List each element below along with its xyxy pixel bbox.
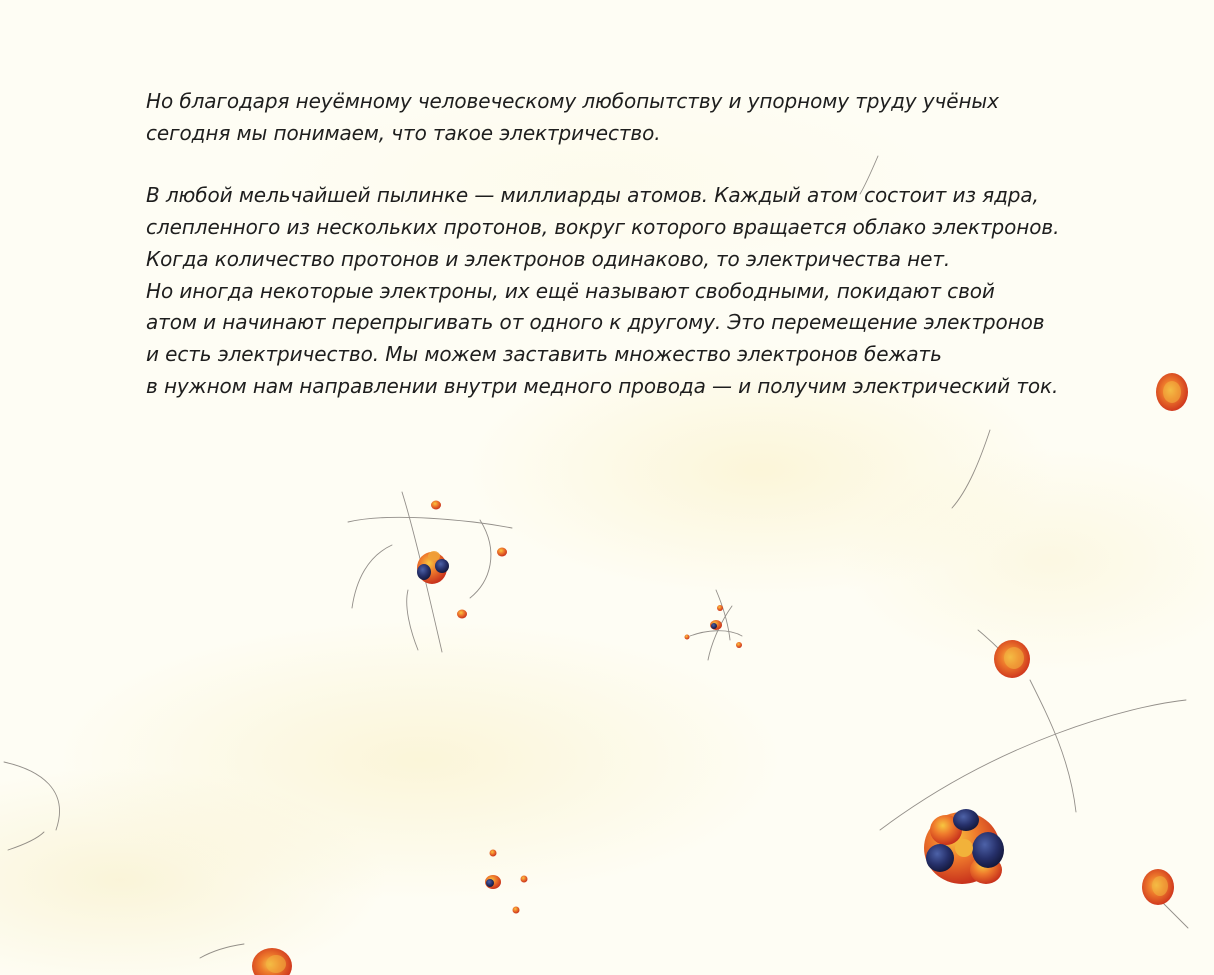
- text-block: [146, 86, 1146, 402]
- text-line: В любой мельчайшей пылинке — миллиарды атомов. Каждый атом состоит из ядра,: [146, 183, 1039, 208]
- text-line: слепленного из нескольких протонов, вокруг которого вращается облако электронов.: [146, 215, 1060, 240]
- text-line: и есть электричество. Мы можем заставить множество электронов бежать: [146, 341, 942, 366]
- text-line: Когда количество протонов и электронов одинаково, то электричества нет.: [146, 246, 951, 271]
- paragraph-atoms: [146, 180, 1146, 402]
- text-line: в нужном нам направлении внутри медного провода — и получим электрический ток.: [146, 373, 1059, 398]
- text-line: Но иногда некоторые электроны, их ещё называют свободными, покидают свой: [146, 278, 995, 303]
- paragraph-intro: [146, 86, 1146, 149]
- text-line: Но благодаря неуёмному человеческому любопытству и упорному труду учёных: [146, 89, 999, 113]
- text-line: атом и начинают перепрыгивать от одного к другому. Это перемещение электронов: [146, 310, 1045, 335]
- text-line: сегодня мы понимаем, что такое электричество.: [146, 120, 661, 145]
